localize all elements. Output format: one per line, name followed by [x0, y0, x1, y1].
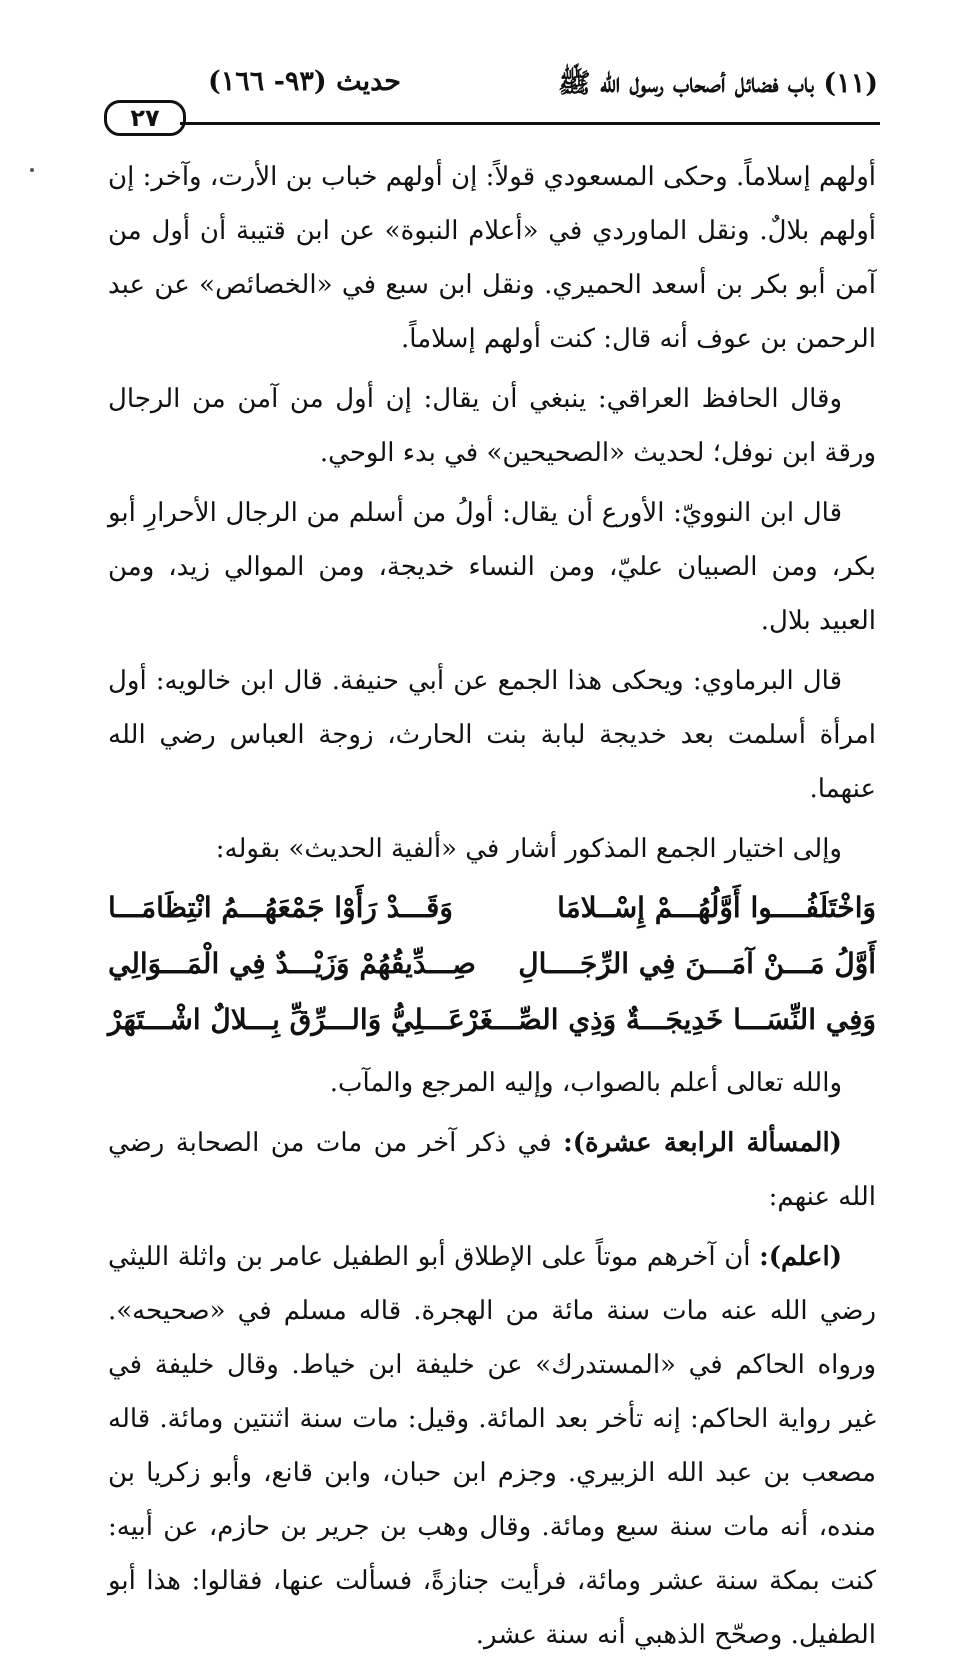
verse-first-hemistich: أَوَّلُ مَـــنْ آمَـــنَ فِي الرِّجَــــالِ [518, 947, 876, 980]
issue-title: (المسألة الرابعة عشرة): [563, 1128, 842, 1158]
poem-verse [108, 880, 876, 936]
paragraph-lead: (اعلم): [759, 1242, 842, 1272]
scan-speck [30, 168, 34, 172]
paragraph-text: أن آخرهم موتاً على الإطلاق أبو الطفيل عامر بن واثلة الليثي رضي الله عنه مات سنة مائة من الهجرة. قاله مسلم في «صحيحه». ورواه الحاكم في «المستدرك» عن خليفة ابن خياط. وقال خليفة في غير رواية الحاكم: إنه تأخر بعد المائة. وقيل: مات سنة اثنتين ومائة. قاله مصعب بن عبد الله الزبيري. وجزم ابن حبان، وابن قانع، وأبو زكريا بن منده، أنه مات سنة سبع ومائة. وقال وهب بن جرير بن حازم، عن أبيه: كنت بمكة سنة عشر ومائة، فرأيت جنازةً، فسألت عنها، فقالوا: هذا أبو الطفيل. وصحّح الذهبي أنه سنة عشر. [108, 1242, 876, 1650]
paragraph: قال ابن النوويّ: الأورع أن يقال: أولُ من أسلم من الرجال الأحرارِ أبو بكر، ومن الصبيان عليّ، ومن النساء خديجة، ومن الموالي زيد، ومن العبيد بلال. [108, 498, 876, 636]
verse-second-hemistich: صِـــدِّيقُهُمْ وَزَيْـــدٌ فِي الْمَـــوَالِي [108, 947, 476, 980]
verse-first-hemistich: وَاخْتَلَفُــــوا أَوَّلُهُـــمْ إِسْــلامَا [557, 891, 876, 924]
issue-heading [108, 1116, 876, 1224]
paragraph: وقال الحافظ العراقي: ينبغي أن يقال: إن أول من آمن من الرجال ورقة ابن نوفل؛ لحديث «الصحيحين» في بدء الوحي. [108, 384, 876, 468]
poem-verse [108, 936, 876, 992]
hadith-range: حديث (٩٣- ١٦٦) [208, 66, 401, 97]
verse-first-hemistich: وَفِي النِّسَـــا خَدِيجَـــةٌ وَذِي الصِّـــغَرْ [464, 1003, 876, 1036]
page-header [100, 60, 880, 140]
paragraph: أولهم إسلاماً. وحكى المسعودي قولاً: إن أولهم خباب بن الأرت، وآخر: إن أولهم بلالٌ. ونقل الماوردي في «أعلام النبوة» عن ابن قتيبة أن أول من آمن أبو بكر بن أسعد الحميري. ونقل ابن سبع في «الخصائص» عن عبد الرحمن بن عوف أنه قال: كنت أولهم إسلاماً. [108, 162, 876, 354]
poem [108, 880, 876, 1048]
poem-verse [108, 992, 876, 1048]
page-number: ٢٧ [104, 100, 186, 136]
issue-text: في ذكر آخر من مات من الصحابة رضي الله عنهم: [108, 1128, 876, 1212]
chapter-title: (١١) باب فضائل أصحاب رسول الله ﷺ [557, 68, 878, 99]
paragraph [108, 1230, 876, 1662]
closing-formula: والله تعالى أعلم بالصواب، وإليه المرجع والمآب. [329, 1068, 842, 1098]
paragraph: وإلى اختيار الجمع المذكور أشار في «ألفية الحديث» بقوله: [215, 834, 842, 864]
page-body [108, 150, 876, 1668]
verse-second-hemistich: عَـــلِيُّ وَالـــرِّقِّ بِـــلالٌ اشْـــتَهَرْ [108, 1003, 465, 1036]
header-rule [180, 122, 880, 125]
paragraph: قال البرماوي: ويحكى هذا الجمع عن أبي حنيفة. قال ابن خالويه: أول امرأة أسلمت بعد خديجة لبابة بنت الحارث، زوجة العباس رضي الله عنهما. [108, 666, 876, 804]
verse-second-hemistich: وَقَـــدْ رَأَوْا جَمْعَهُـــمُ انْتِظَامَـــا [108, 891, 453, 924]
